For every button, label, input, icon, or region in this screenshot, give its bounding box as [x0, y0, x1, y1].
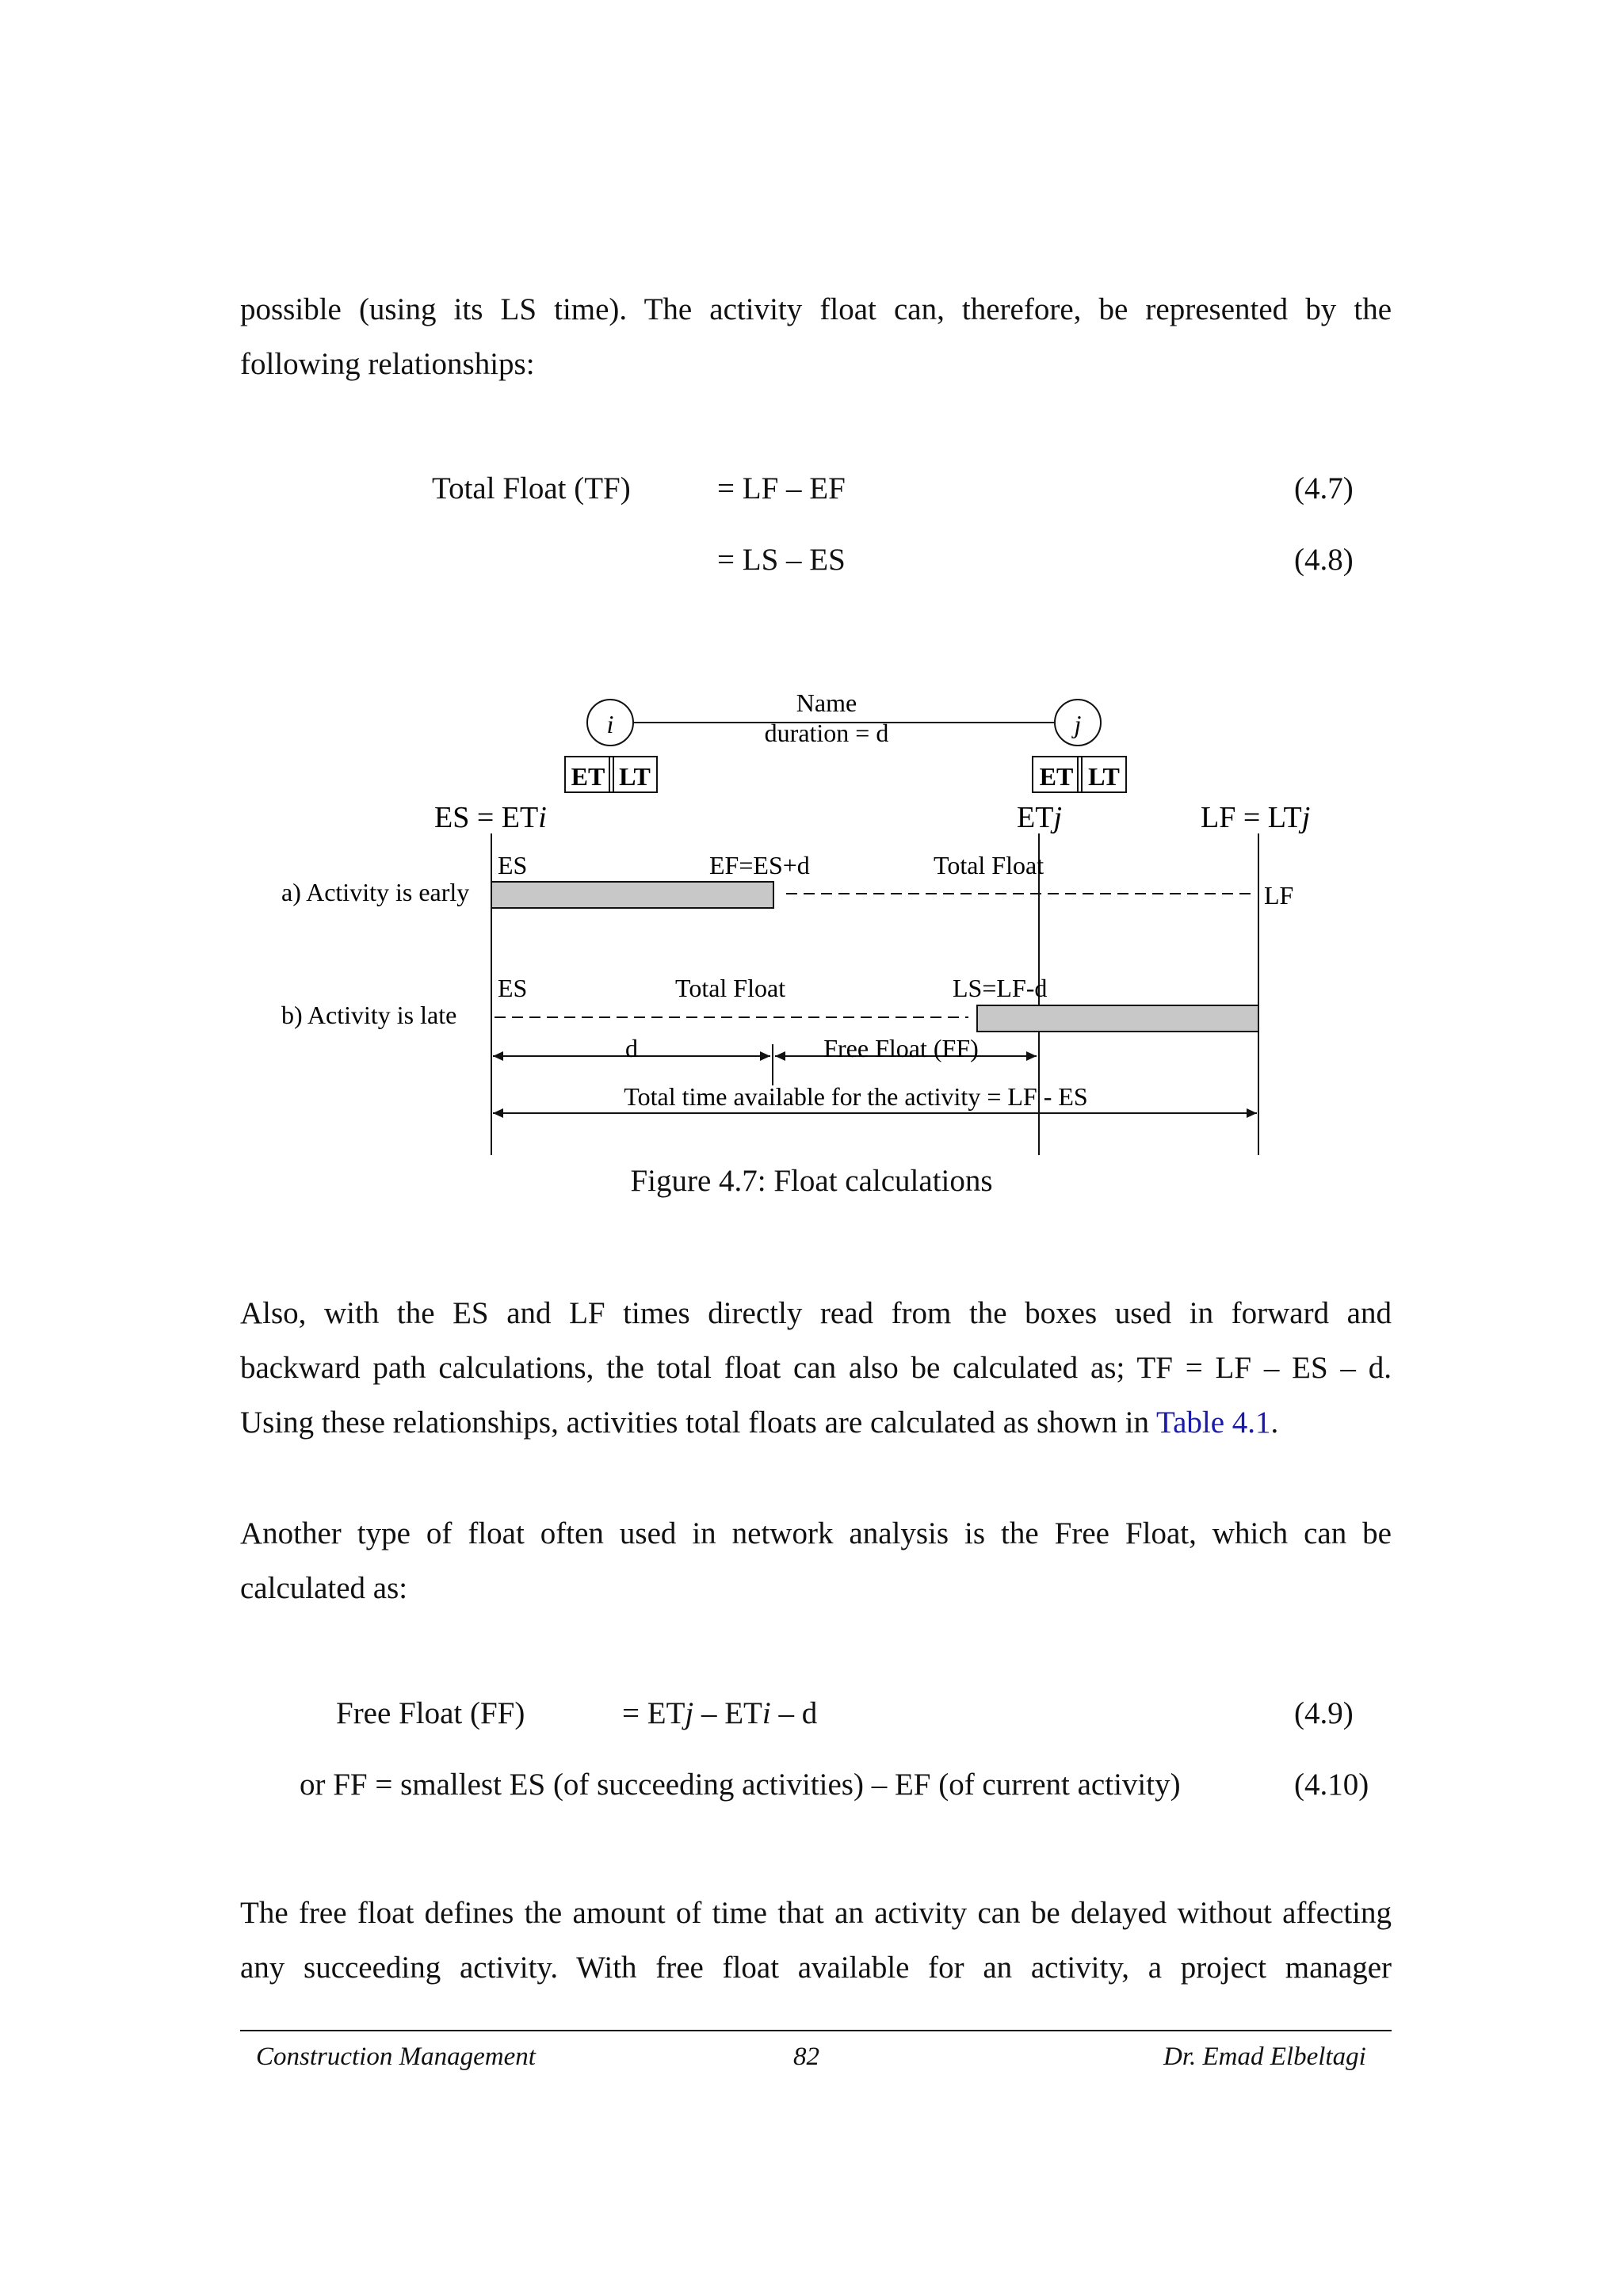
lf-eq-label: LF = LTj	[1201, 801, 1311, 834]
ff-alternative-equation: or FF = smallest ES (of succeeding activities) – EF (of current activity)	[300, 1768, 1181, 1802]
figure-caption: Figure 4.7: Float calculations	[630, 1164, 993, 1198]
ff-equation-label: Free Float (FF)	[336, 1696, 525, 1730]
paragraph-total-float	[240, 1286, 1392, 1450]
row-b-total-float-label: Total Float	[675, 974, 786, 1002]
node-i-et-label: ET	[571, 762, 605, 791]
activity-duration-label: duration = d	[764, 719, 889, 747]
row-b-es-label: ES	[498, 974, 528, 1002]
text-line: Also, with the ES and LF times directly read from the boxes used in forward and	[240, 1296, 1392, 1330]
row-a-lf-label: LF	[1264, 881, 1294, 910]
activity-name-label: Name	[796, 688, 857, 717]
node-j-lt-label: LT	[1088, 762, 1120, 791]
tf-equation-rhs-2: = LS – ES	[717, 543, 846, 577]
text-span: Using these relationships, activities total floats are calculated as shown in	[240, 1405, 1156, 1440]
text-line: following relationships:	[240, 347, 535, 381]
equation-number-4-7: (4.7)	[1294, 471, 1354, 505]
node-i-lt-label: LT	[619, 762, 651, 791]
footer-divider	[240, 2030, 1392, 2031]
dimension-total-label: Total time available for the activity = LF - ES	[624, 1082, 1088, 1111]
footer-author: Dr. Emad Elbeltagi	[1163, 2042, 1366, 2071]
node-i-label: i	[606, 710, 614, 738]
equation-number-4-9: (4.9)	[1294, 1696, 1354, 1730]
text-line: any succeeding activity. With free float available for an activity, a project manager	[240, 1951, 1392, 1985]
footer-book-title: Construction Management	[256, 2042, 536, 2071]
node-j-et-label: ET	[1039, 762, 1074, 791]
text-line: Another type of float often used in network analysis is the Free Float, which can be	[240, 1516, 1392, 1550]
row-a-activity-bar	[491, 882, 773, 908]
row-b-label: b) Activity is late	[281, 1001, 457, 1029]
node-j-label: j	[1074, 710, 1082, 738]
eq-part: – ET	[693, 1696, 762, 1730]
row-a-ef-label: EF=ES+d	[709, 851, 810, 879]
row-b-activity-bar	[977, 1005, 1258, 1032]
equation-number-4-8: (4.8)	[1294, 543, 1354, 577]
footer-page-number: 82	[793, 2042, 819, 2071]
etj-label: ETj	[1017, 801, 1062, 834]
row-a-total-float-label: Total Float	[934, 851, 1044, 879]
dimension-free-float-label: Free Float (FF)	[823, 1034, 979, 1062]
ff-equation-rhs	[622, 1695, 817, 1731]
text-line: calculated as:	[240, 1571, 408, 1605]
row-b-ls-label: LS=LF-d	[953, 974, 1048, 1002]
text-span: .	[1270, 1405, 1279, 1440]
eq-part: – d	[770, 1696, 818, 1730]
eq-part: = ET	[622, 1696, 685, 1730]
paragraph-free-float-intro	[240, 1506, 1392, 1615]
table-4-1-link[interactable]: Table 4.1	[1155, 1405, 1271, 1440]
dimension-d-label: d	[625, 1034, 638, 1062]
tf-equation-label: Total Float (TF)	[432, 471, 631, 505]
text-line	[240, 1395, 1392, 1450]
equation-number-4-10: (4.10)	[1294, 1768, 1369, 1802]
tf-equation-rhs-1: = LF – EF	[717, 471, 846, 505]
eq-part: i	[762, 1696, 771, 1730]
row-a-es-label: ES	[498, 851, 528, 879]
row-a-label: a) Activity is early	[281, 878, 470, 906]
paragraph-free-float-definition	[240, 1886, 1392, 1995]
text-line: possible (using its LS time). The activity float can, therefore, be represented by the	[240, 292, 1392, 326]
text-line: backward path calculations, the total float can also be calculated as; TF = LF – ES – d.	[240, 1351, 1392, 1385]
es-eq-label: ES = ETi	[434, 801, 547, 834]
text-line: The free float defines the amount of time that an activity can be delayed without affecting	[240, 1896, 1392, 1930]
eq-part: j	[685, 1696, 694, 1730]
